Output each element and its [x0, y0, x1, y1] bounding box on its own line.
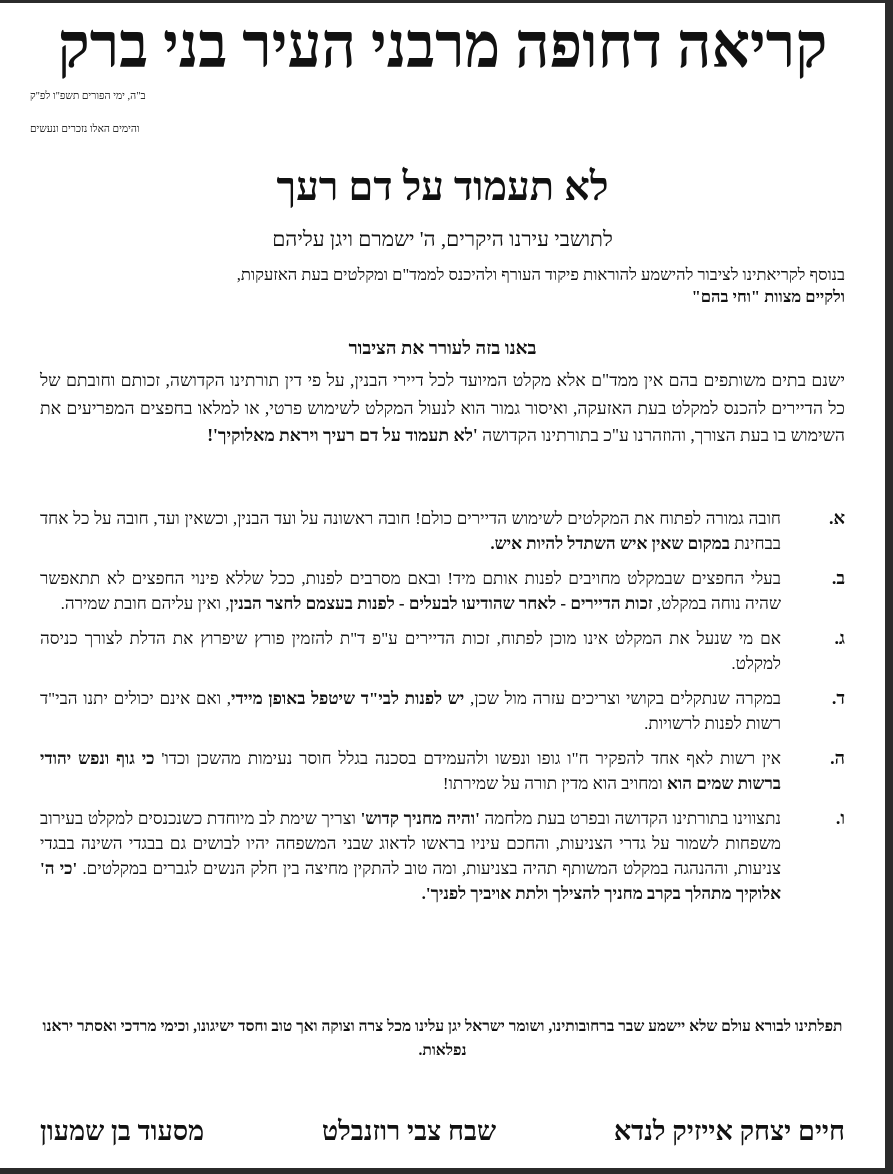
item-text-after: , ואם אינם יכולים יתנו הבי"ד רשות לפנות לרשויות.: [40, 689, 781, 733]
item-text-after: ומחויב הוא מדין תורה על שמירתו!: [442, 774, 667, 793]
item-text: [40, 626, 781, 676]
list-item: [40, 566, 845, 616]
item-text-plain: אין רשות לאף אחד להפקיר ח"ו גופו ונפשו ולהעמידם בסכנה בגלל חוסר נעימות מהשכן וכדו': [154, 749, 781, 768]
item-marker: ב.: [831, 568, 845, 588]
signature-1: חיים יצחק אייזיק לנדא: [613, 1116, 845, 1146]
item-text-after: , ואין עליהם חובת שמירה.: [60, 594, 230, 613]
item-text: [40, 686, 781, 736]
item-text-plain: חובה גמורה לפתוח את המקלטים לשימוש הדיירים כולם! חובה ראשונה על ועד הבנין, וכשאין ועד, חובה על כל אחד בבחינת: [40, 509, 781, 553]
item-text: [40, 506, 781, 556]
item-text-bold: כי גוף ונפש יהודי ברשות שמים הוא: [40, 749, 781, 793]
signatures: [40, 1113, 845, 1149]
date-line: [30, 91, 855, 102]
date-text: ב"ה, ימי הפורים תשפ"ו לפ"ק: [30, 91, 146, 102]
item-marker: ד.: [831, 688, 845, 708]
item-text-bold: 'והיה מחניך קדוש': [360, 809, 480, 828]
item-text-plain: בעלי החפצים שבמקלט מחויבים לפנות אותם מיד! ובאם מסרבים לפנות, ככל שללא פינוי החפצים לא תתאפשר שהיה נוחה במקלט,: [40, 569, 781, 613]
list-item: [40, 746, 845, 796]
item-text-plain: אם מי שנעל את המקלט אינו מוכן לפתוח, זכות הדיירים ע"פ ד"ת להזמין פורץ שיפרוץ את הדלת לצורך כניסה למקלט.: [40, 629, 781, 673]
item-marker: א.: [828, 508, 845, 528]
motto-line: [30, 124, 855, 135]
intro-bold-text: ולקיים מצוות "וחי בהם": [691, 287, 845, 306]
motto-text: והימים האלו נזכרים ונעשים: [30, 124, 140, 135]
item-text-bold: במקום שאין איש השתדל להיות איש.: [490, 534, 730, 553]
main-paragraph-bold: 'לא תעמוד על דם רעיך ויראת מאלוקיך'!: [207, 425, 478, 445]
greeting: לתושבי עירנו היקרים, ה' ישמרם ויגן עליהם: [272, 227, 613, 251]
intro-paragraph: [38, 264, 845, 308]
main-paragraph-text: ישנם בתים משותפים בהם אין ממד"ם אלא מקלט המיועד לכל דיירי הבנין, על פי דין תורתינו הקדושה, זכותם וחובתם של כל הדיירים להכנס למקלט בעת האזעקה, ואיסור גמור הוא לנעול המקלט לשימוש פרטי, או למלאו בחפצים המפריעים את השימוש בו בעת הצורך, והוזהרנו ע"כ בתורתינו הקדושה: [40, 370, 845, 445]
list-item: [40, 686, 845, 736]
document-title: קריאה דחופה מרבני העיר בני ברק: [57, 11, 828, 81]
signature-3: מסעוד בן שמעון: [40, 1116, 205, 1146]
item-text-bold: יש לפנות לבי"ד שיטפל באופן מיידי: [231, 689, 465, 708]
item-text-bold-after: 'כי ה' אלוקיך מתהלך בקרב מחניך להצילך ולתת אויביך לפניך'.: [40, 859, 781, 903]
item-text: [40, 566, 781, 616]
item-marker: ג.: [834, 628, 845, 648]
item-marker: ה.: [830, 748, 845, 768]
item-text-bold: זכות הדיירים - לאחר שהודיעו לבעלים - לפנות בעצמם לחצר הבנין: [229, 594, 653, 613]
instruction-list: [40, 506, 845, 916]
item-text-plain: נתצווינו בתורתינו הקדושה ובפרט בעת מלחמה: [479, 809, 781, 828]
main-paragraph: [40, 367, 845, 450]
item-text-plain: במקרה שנתקלים בקושי וצריכים עזרה מול שכן,: [464, 689, 781, 708]
signature-2: שבח צבי רוזנבלט: [321, 1116, 497, 1146]
item-text: [40, 806, 781, 906]
closing-prayer: תפלתינו לבורא עולם שלא יישמע שבר ברחובותינו, ושומר ישראל יגן עלינו מכל צרה וצוקה ואך טוב וחסד ישיגונו, וכימי מרדכי ואסתר יראנו נפלאות.: [42, 1018, 843, 1059]
list-item: [40, 506, 845, 556]
document-page: [0, 3, 885, 1168]
item-text: [40, 746, 781, 796]
main-heading: לא תעמוד על דם רעך: [276, 164, 609, 209]
list-item: [40, 806, 845, 906]
subheading: באנו בזה לעורר את הציבור: [348, 339, 537, 359]
item-marker: ו.: [835, 808, 845, 828]
item-text-after: וצריך שימת לב מיוחדת כשנכנסים למקלט בעירוב משפחות לשמור על גדרי הצניעות, והחכם עיניו בראשו לדאוג שבני המשפחה יהיו לבושים גם בבגדי השינה בבגדי צניעות, וההנהגה במקלט המשותף תהיה בצניעות, ומה טוב להתקין מחיצה בין חלק הנשים לגברים במקלטים.: [40, 809, 781, 878]
list-item: [40, 626, 845, 676]
intro-text: בנוסף לקריאתינו לציבור להישמע להוראות פיקוד העורף ולהיכנס לממד"ם ומקלטים בעת האזעקות,: [236, 265, 845, 284]
